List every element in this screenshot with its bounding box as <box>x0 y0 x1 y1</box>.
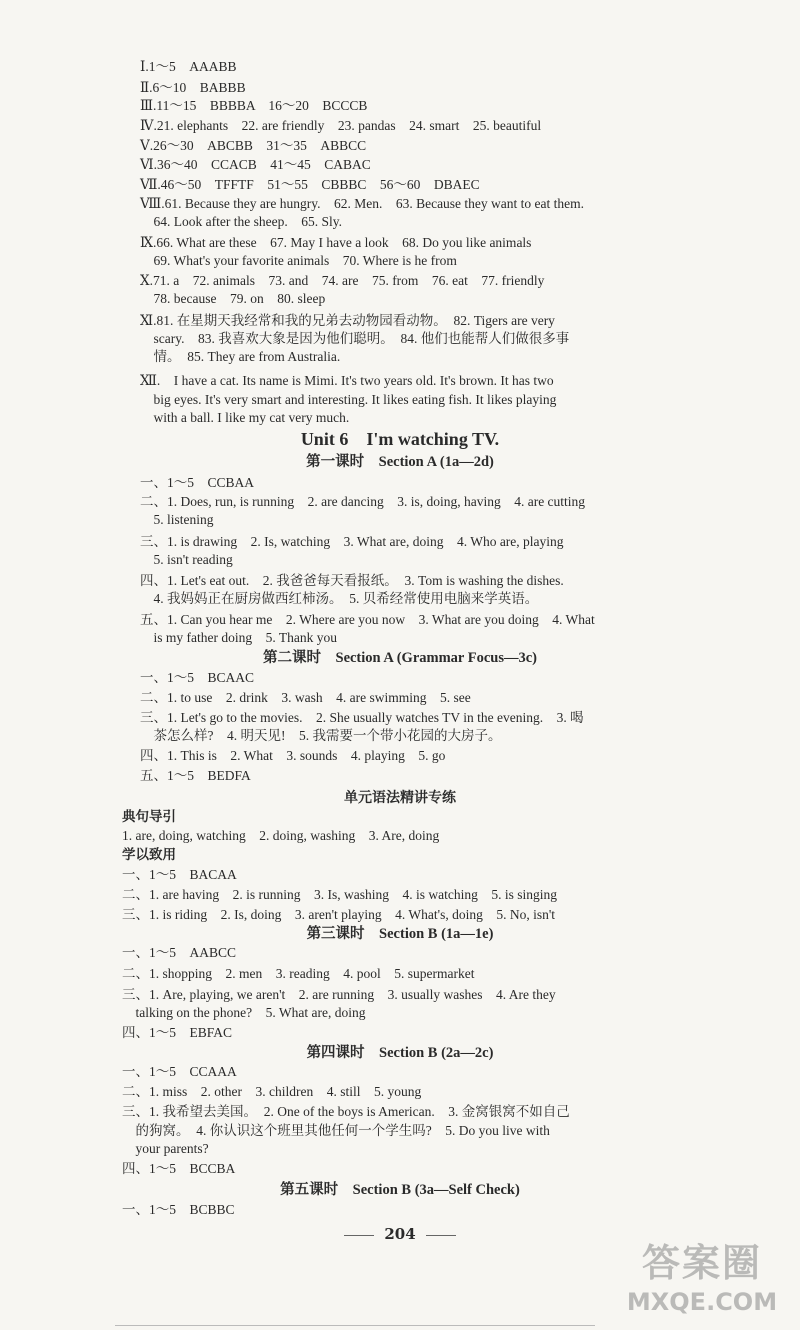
answer-line: 四、1. This is 2. What 3. sounds 4. playing 5. go <box>140 748 446 763</box>
answer-line: Ⅷ.61. Because they are hungry. 62. Men. 63. Because they want to eat them. <box>140 196 585 211</box>
answer-line: 三、1. Let's go to the movies. 2. She usually watches TV in the evening. 3. 喝 <box>140 710 584 725</box>
answer-line: 四、1～5 BCCBA <box>122 1161 236 1176</box>
grammar-title: 单元语法精讲专练 <box>344 790 456 806</box>
answer-line: 二、1. miss 2. other 3. children 4. still 5. young <box>122 1084 422 1099</box>
answer-line: 三、1. is riding 2. Is, doing 3. aren't playing 4. What's, doing 5. No, isn't <box>122 907 556 922</box>
answer-line: scary. 83. 我喜欢大象是因为他们聪明。 84. 他们也能帮人们做很多事 <box>140 331 570 346</box>
lesson-title: 第四课时 Section B (2a—2c) <box>306 1045 494 1061</box>
answer-line: Ⅳ.21. elephants 22. are friendly 23. pandas 24. smart 25. beautiful <box>140 118 542 133</box>
answer-line: 5. listening <box>140 512 214 527</box>
answer-line: big eyes. It's very smart and interesting. It likes eating fish. It likes playing <box>140 392 557 407</box>
watermark-logo: 答案圈 <box>641 1241 762 1285</box>
divider <box>426 1235 456 1236</box>
subheading: 典句导引 <box>122 809 176 825</box>
answer-line: 一、1～5 BCBBC <box>122 1202 235 1217</box>
answer-line: Ⅻ. I have a cat. Its name is Mimi. It's two years old. It's brown. It has two <box>140 373 554 388</box>
answer-line: 一、1～5 BCAAC <box>140 670 255 685</box>
answer-line: 三、1. 我希望去美国。 2. One of the boys is American. 3. 金窝银窝不如自己 <box>122 1104 570 1119</box>
answer-line: 78. because 79. on 80. sleep <box>140 291 326 306</box>
answer-line: 三、1. is drawing 2. Is, watching 3. What are, doing 4. Who are, playing <box>140 534 564 549</box>
answer-line: talking on the phone? 5. What are, doing <box>122 1005 366 1020</box>
divider <box>115 1325 595 1326</box>
answer-line: 1. are, doing, watching 2. doing, washing 3. Are, doing <box>122 828 440 843</box>
answer-line: Ⅵ.36～40 CCACB 41～45 CABAC <box>140 157 371 172</box>
answer-line: 二、1. are having 2. is running 3. Is, washing 4. is watching 5. is singing <box>122 887 557 902</box>
answer-line: is my father doing 5. Thank you <box>140 630 337 645</box>
subheading: 学以致用 <box>122 847 176 863</box>
answer-line: 的狗窝。 4. 你认识这个班里其他任何一个学生吗? 5. Do you live with <box>122 1123 550 1138</box>
answer-line: 二、1. shopping 2. men 3. reading 4. pool 5. supermarket <box>122 966 475 981</box>
lesson-title: 第三课时 Section B (1a—1e) <box>306 926 494 942</box>
answer-line: 5. isn't reading <box>140 552 233 567</box>
answer-line: 一、1～5 AABCC <box>122 945 237 960</box>
answer-line: 二、1. to use 2. drink 3. wash 4. are swimming 5. see <box>140 690 471 705</box>
answer-line: 69. What's your favorite animals 70. Where is he from <box>140 253 457 268</box>
answer-line: 三、1. Are, playing, we aren't 2. are running 3. usually washes 4. Are they <box>122 987 556 1002</box>
answer-line: 4. 我妈妈正在厨房做西红柿汤。 5. 贝希经常使用电脑来学英语。 <box>140 591 539 606</box>
answer-line: 一、1～5 BACAA <box>122 867 237 882</box>
answer-line: Ⅱ.6～10 BABBB <box>140 80 246 95</box>
answer-line: Ⅹ.71. a 72. animals 73. and 74. are 75. from 76. eat 77. friendly <box>140 273 545 288</box>
answer-line: Ⅰ.1～5 AAABB <box>140 59 237 74</box>
answer-line: your parents? <box>122 1141 209 1156</box>
answer-line: 一、1～5 CCBAA <box>140 475 255 490</box>
answer-line: 64. Look after the sheep. 65. Sly. <box>140 214 342 229</box>
answer-line: 情。 85. They are from Australia. <box>140 349 341 364</box>
answer-line: Ⅺ.81. 在星期天我经常和我的兄弟去动物园看动物。 82. Tigers are very <box>140 313 555 328</box>
answer-line: 四、1～5 EBFAC <box>122 1025 233 1040</box>
lesson-title: 第二课时 Section A (Grammar Focus—3c) <box>263 650 537 666</box>
answer-line: 五、1～5 BEDFA <box>140 768 251 783</box>
answer-line: Ⅲ.11～15 BBBBA 16～20 BCCCB <box>140 98 368 113</box>
page-number-text: 204 <box>384 1225 416 1243</box>
answer-line: Ⅶ.46～50 TFFTF 51～55 CBBBC 56～60 DBAEC <box>140 177 480 192</box>
answer-line: 四、1. Let's eat out. 2. 我爸爸每天看报纸。 3. Tom is washing the dishes. <box>140 573 564 588</box>
answer-line: with a ball. I like my cat very much. <box>140 410 350 425</box>
unit-title: Unit 6 I'm watching TV. <box>300 429 500 449</box>
answer-line: Ⅸ.66. What are these 67. May I have a look 68. Do you like animals <box>140 235 532 250</box>
lesson-title: 第一课时 Section A (1a—2d) <box>306 454 494 470</box>
lesson-title: 第五课时 Section B (3a—Self Check) <box>280 1182 520 1198</box>
answer-line: Ⅴ.26～30 ABCBB 31～35 ABBCC <box>140 138 367 153</box>
watermark <box>612 1228 792 1324</box>
answer-line: 二、1. Does, run, is running 2. are dancing 3. is, doing, having 4. are cutting <box>140 494 586 509</box>
watermark-url: MXQE.COM <box>626 1288 778 1316</box>
divider <box>344 1235 374 1236</box>
answer-line: 五、1. Can you hear me 2. Where are you now 3. What are you doing 4. What <box>140 612 595 627</box>
answer-line: 茶怎么样? 4. 明天见! 5. 我需要一个带小花园的大房子。 <box>140 728 502 743</box>
answer-line: 一、1～5 CCAAA <box>122 1064 237 1079</box>
